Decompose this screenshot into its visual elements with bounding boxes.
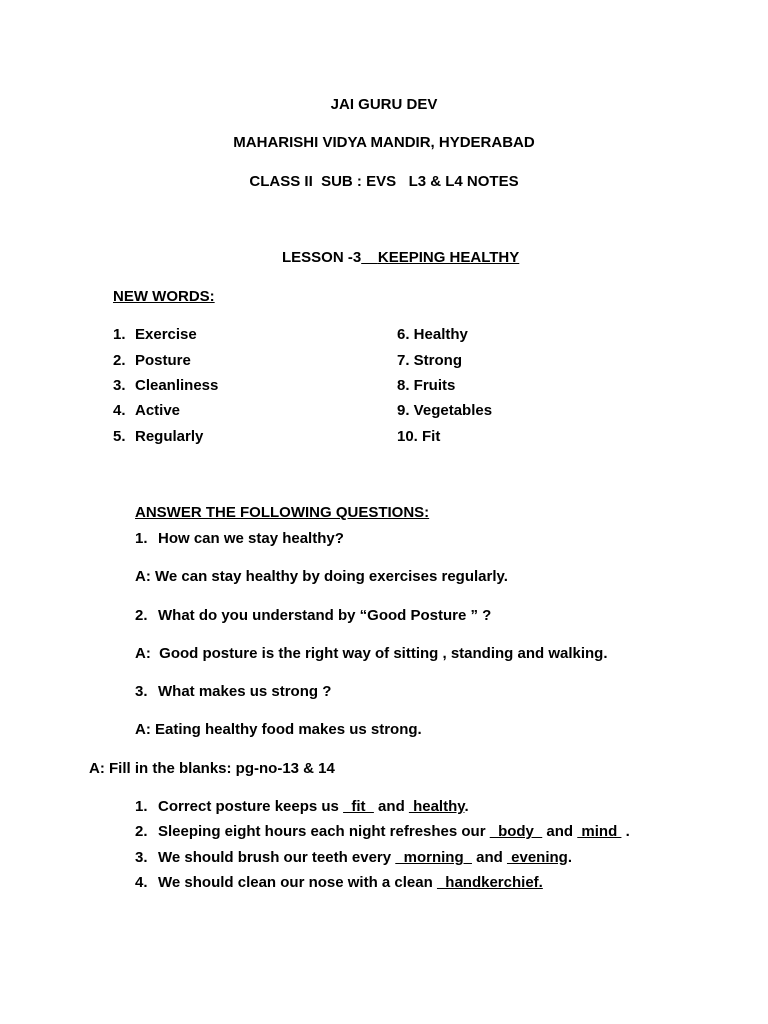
new-word-left: 5. Regularly (113, 428, 204, 445)
new-word-left: 1. Exercise (113, 326, 197, 343)
answer: A: Eating healthy food makes us strong. (135, 721, 422, 738)
lesson-title-gap (361, 249, 378, 266)
question: 1. How can we stay healthy? (135, 530, 344, 547)
answer: A: Good posture is the right way of sitting , standing and walking. (135, 645, 608, 662)
blank-answer: mind (577, 823, 622, 840)
blank-answer: fit (343, 798, 374, 815)
new-word-right: 9. Vegetables (397, 402, 493, 419)
blank-answer: healthy (408, 798, 465, 815)
answer: A: We can stay healthy by doing exercises regularly. (135, 568, 508, 585)
blank-answer: morning (395, 849, 472, 866)
header-line-1: JAI GURU DEV (330, 96, 438, 113)
questions-heading: ANSWER THE FOLLOWING QUESTIONS: (135, 504, 430, 521)
blank-answer: handkerchief. (436, 874, 543, 891)
new-word-left: 2. Posture (113, 352, 191, 369)
blank-item: 2. Sleeping eight hours each night refreshes our body and mind . (135, 823, 630, 840)
lesson-label: LESSON -3 (282, 249, 362, 266)
blank-item: 3. We should brush our teeth every morning and evening. (135, 849, 572, 866)
class-subject-line: CLASS II SUB : EVS L3 & L4 NOTES (249, 173, 519, 190)
question: 2. What do you understand by “Good Posture ” ? (135, 607, 492, 624)
school-name: MAHARISHI VIDYA MANDIR, HYDERABAD (233, 134, 535, 151)
new-word-left: 4. Active (113, 402, 181, 419)
new-word-left: 3. Cleanliness (113, 377, 219, 394)
question: 3. What makes us strong ? (135, 683, 332, 700)
blank-item: 1. Correct posture keeps us fit and healthy. (135, 798, 469, 815)
blank-answer: evening (506, 849, 568, 866)
blanks-heading: A: Fill in the blanks: pg-no-13 & 14 (89, 760, 335, 777)
blank-answer: body (489, 823, 543, 840)
lesson-name: KEEPING HEALTHY (377, 249, 520, 266)
lesson-title (282, 249, 519, 267)
new-words-heading: NEW WORDS: (113, 288, 215, 305)
new-word-right: 8. Fruits (397, 377, 456, 394)
new-word-right: 7. Strong (397, 352, 463, 369)
new-word-right: 10. Fit (397, 428, 441, 445)
new-word-right: 6. Healthy (397, 326, 468, 343)
blank-item: 4. We should clean our nose with a clean handkerchief. (135, 874, 543, 891)
